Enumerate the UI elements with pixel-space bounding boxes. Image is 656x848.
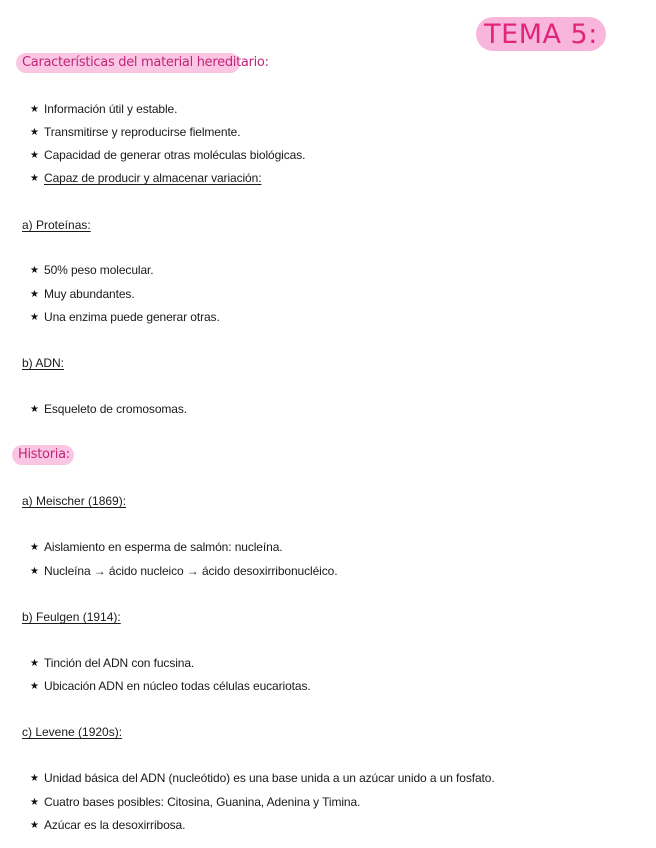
subheading-feulgen: b) Feulgen (1914): — [22, 610, 121, 624]
list-item: ★ Azúcar es la desoxirribosa. — [30, 818, 186, 832]
list-item: ★ Unidad básica del ADN (nucleótido) es una base unida a un azúcar unido a un fosfato. — [30, 771, 495, 785]
star-icon: ★ — [30, 289, 39, 300]
list-item: ★ Aislamiento en esperma de salmón: nucleína. — [30, 540, 283, 554]
topic-title-badge — [476, 17, 606, 51]
list-item: ★ Información útil y estable. — [30, 102, 178, 116]
star-icon: ★ — [30, 658, 39, 669]
star-icon: ★ — [30, 773, 39, 784]
star-icon: ★ — [30, 542, 39, 553]
list-item: ★ Esqueleto de cromosomas. — [30, 402, 188, 416]
list-item: ★ Ubicación ADN en núcleo todas células eucariotas. — [30, 679, 311, 693]
list-item: ★ Transmitirse y reproducirse fielmente. — [30, 125, 241, 139]
subheading-adn: b) ADN: — [22, 356, 65, 370]
subheading-proteinas: a) Proteínas: — [22, 218, 91, 232]
star-icon: ★ — [30, 265, 39, 276]
section-heading-text: Historia: — [18, 447, 70, 462]
star-icon: ★ — [30, 173, 39, 184]
star-icon: ★ — [30, 797, 39, 808]
star-icon: ★ — [30, 150, 39, 161]
star-icon: ★ — [30, 566, 39, 577]
star-icon: ★ — [30, 312, 39, 323]
list-item: ★ Tinción del ADN con fucsina. — [30, 656, 195, 670]
star-icon: ★ — [30, 681, 39, 692]
section-heading-text: Características del material hereditario: — [22, 55, 269, 70]
list-item: ★ Muy abundantes. — [30, 287, 135, 301]
subheading-levene: c) Levene (1920s): — [22, 725, 123, 739]
list-item: ★ 50% peso molecular. — [30, 263, 154, 277]
list-item: ★ Nucleína → ácido nucleico → ácido desoxirribonucléico. — [30, 564, 338, 578]
star-icon: ★ — [30, 820, 39, 831]
list-item: ★ Cuatro bases posibles: Citosina, Guanina, Adenina y Timina. — [30, 795, 361, 809]
star-icon: ★ — [30, 127, 39, 138]
list-item: ★ Una enzima puede generar otras. — [30, 310, 220, 324]
list-item: ★ Capaz de producir y almacenar variación: — [30, 171, 262, 185]
subheading-meischer: a) Meischer (1869): — [22, 494, 127, 508]
star-icon: ★ — [30, 404, 39, 415]
star-icon: ★ — [30, 104, 39, 115]
topic-title: TEMA 5: — [484, 19, 598, 50]
section-heading-historia — [12, 445, 74, 465]
list-item: ★ Capacidad de generar otras moléculas biológicas. — [30, 148, 306, 162]
section-heading-caracteristicas — [16, 53, 269, 73]
